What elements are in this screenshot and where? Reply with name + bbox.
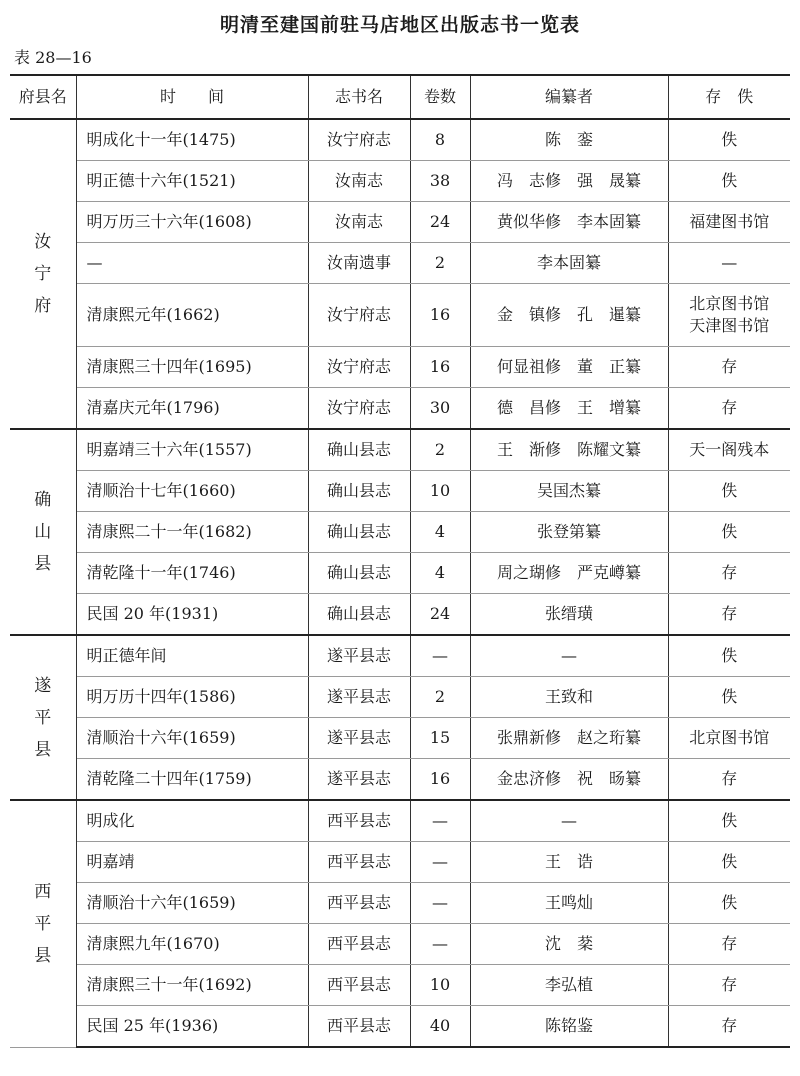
prefecture-char: 县 bbox=[34, 554, 52, 574]
prefecture-char: 县 bbox=[34, 945, 52, 966]
time-cell: 清康熙三十一年(1692) bbox=[76, 965, 308, 1006]
status-line: 存 bbox=[721, 769, 738, 788]
table-row bbox=[10, 388, 790, 430]
time-cell: 明成化 bbox=[76, 800, 308, 842]
table-row bbox=[10, 718, 790, 759]
volumes-cell: 2 bbox=[410, 243, 470, 284]
status-cell bbox=[668, 718, 790, 759]
time-cell: — bbox=[76, 243, 308, 284]
volumes-cell: 4 bbox=[410, 512, 470, 553]
book-name-cell: 汝宁府志 bbox=[308, 119, 410, 161]
gazetteer-table bbox=[10, 74, 790, 1048]
volumes-cell: — bbox=[410, 800, 470, 842]
header-volumes: 卷数 bbox=[410, 75, 470, 119]
book-name-cell: 遂平县志 bbox=[308, 718, 410, 759]
time-cell: 民国 20 年(1931) bbox=[76, 594, 308, 636]
editor-cell: 周之瑚修 严克嶟纂 bbox=[470, 553, 668, 594]
status-line: 存 bbox=[721, 604, 738, 623]
book-name-cell: 确山县志 bbox=[308, 594, 410, 636]
status-cell bbox=[668, 1006, 790, 1048]
header-time: 时 间 bbox=[76, 75, 308, 119]
status-line: 北京图书馆 bbox=[689, 294, 770, 313]
prefecture-char: 县 bbox=[34, 739, 52, 760]
table-body bbox=[10, 119, 790, 1047]
table-row bbox=[10, 635, 790, 677]
prefecture-char: 平 bbox=[34, 707, 52, 728]
table-row bbox=[10, 800, 790, 842]
prefecture-char: 汝 bbox=[34, 232, 52, 252]
volumes-cell: 16 bbox=[410, 284, 470, 347]
status-line: 存 bbox=[721, 975, 738, 994]
volumes-cell: 16 bbox=[410, 347, 470, 388]
status-cell bbox=[668, 388, 790, 430]
time-cell: 清顺治十七年(1660) bbox=[76, 471, 308, 512]
prefecture-char: 平 bbox=[34, 913, 52, 934]
book-name-cell: 确山县志 bbox=[308, 553, 410, 594]
editor-cell: 王致和 bbox=[470, 677, 668, 718]
prefecture-cell bbox=[10, 635, 76, 800]
book-name-cell: 汝宁府志 bbox=[308, 347, 410, 388]
editor-cell: 王 诰 bbox=[470, 842, 668, 883]
book-name-cell: 西平县志 bbox=[308, 800, 410, 842]
time-cell: 民国 25 年(1936) bbox=[76, 1006, 308, 1048]
table-row bbox=[10, 347, 790, 388]
table-row bbox=[10, 924, 790, 965]
time-cell: 明正德年间 bbox=[76, 635, 308, 677]
volumes-cell: — bbox=[410, 924, 470, 965]
status-line: 存 bbox=[721, 934, 738, 953]
editor-cell: 黄似华修 李本固纂 bbox=[470, 202, 668, 243]
book-name-cell: 西平县志 bbox=[308, 924, 410, 965]
book-name-cell: 汝南志 bbox=[308, 202, 410, 243]
table-row bbox=[10, 161, 790, 202]
header-row bbox=[10, 75, 790, 119]
editor-cell: — bbox=[470, 800, 668, 842]
status-cell bbox=[668, 677, 790, 718]
volumes-cell: 15 bbox=[410, 718, 470, 759]
time-cell: 明万历十四年(1586) bbox=[76, 677, 308, 718]
time-cell: 明成化十一年(1475) bbox=[76, 119, 308, 161]
table-row bbox=[10, 429, 790, 471]
status-cell bbox=[668, 594, 790, 636]
status-line: 佚 bbox=[721, 171, 738, 190]
status-line: 存 bbox=[721, 357, 738, 376]
prefecture-cell bbox=[10, 429, 76, 635]
book-name-cell: 确山县志 bbox=[308, 429, 410, 471]
status-line: 佚 bbox=[721, 852, 738, 871]
table-row bbox=[10, 553, 790, 594]
volumes-cell: 4 bbox=[410, 553, 470, 594]
status-cell bbox=[668, 759, 790, 801]
page-title: 明清至建国前驻马店地区出版志书一览表 bbox=[219, 14, 580, 36]
prefecture-char: 西 bbox=[34, 881, 52, 902]
book-name-cell: 确山县志 bbox=[308, 471, 410, 512]
time-cell: 明嘉靖 bbox=[76, 842, 308, 883]
status-cell bbox=[668, 471, 790, 512]
volumes-cell: 10 bbox=[410, 965, 470, 1006]
status-cell bbox=[668, 965, 790, 1006]
editor-cell: 金忠济修 祝 旸纂 bbox=[470, 759, 668, 801]
status-cell bbox=[668, 161, 790, 202]
table-row bbox=[10, 512, 790, 553]
header-status: 存 佚 bbox=[668, 75, 790, 119]
status-line: 佚 bbox=[721, 893, 738, 912]
volumes-cell: 24 bbox=[410, 594, 470, 636]
table-row bbox=[10, 965, 790, 1006]
prefecture-cell bbox=[10, 119, 76, 429]
table-row bbox=[10, 202, 790, 243]
status-line: 佚 bbox=[721, 687, 738, 706]
book-name-cell: 西平县志 bbox=[308, 842, 410, 883]
volumes-cell: — bbox=[410, 883, 470, 924]
volumes-cell: 40 bbox=[410, 1006, 470, 1048]
volumes-cell: 2 bbox=[410, 429, 470, 471]
time-cell: 清乾隆十一年(1746) bbox=[76, 553, 308, 594]
status-cell bbox=[668, 800, 790, 842]
volumes-cell: 8 bbox=[410, 119, 470, 161]
time-cell: 清乾隆二十四年(1759) bbox=[76, 759, 308, 801]
status-line: 佚 bbox=[721, 481, 738, 500]
time-cell: 清康熙三十四年(1695) bbox=[76, 347, 308, 388]
volumes-cell: 30 bbox=[410, 388, 470, 430]
time-cell: 清康熙元年(1662) bbox=[76, 284, 308, 347]
editor-cell: — bbox=[470, 635, 668, 677]
status-cell bbox=[668, 635, 790, 677]
editor-cell: 德 昌修 王 增纂 bbox=[470, 388, 668, 430]
status-cell bbox=[668, 202, 790, 243]
book-name-cell: 汝南志 bbox=[308, 161, 410, 202]
status-cell bbox=[668, 924, 790, 965]
time-cell: 清顺治十六年(1659) bbox=[76, 883, 308, 924]
status-line: 佚 bbox=[721, 646, 738, 665]
time-cell: 清顺治十六年(1659) bbox=[76, 718, 308, 759]
volumes-cell: 16 bbox=[410, 759, 470, 801]
table-row bbox=[10, 471, 790, 512]
volumes-cell: 10 bbox=[410, 471, 470, 512]
header-editor: 编纂者 bbox=[470, 75, 668, 119]
editor-cell: 张鼎新修 赵之珩纂 bbox=[470, 718, 668, 759]
prefecture-char: 山 bbox=[34, 522, 52, 542]
table-row bbox=[10, 119, 790, 161]
editor-cell: 陈 銮 bbox=[470, 119, 668, 161]
time-cell: 明万历三十六年(1608) bbox=[76, 202, 308, 243]
table-row bbox=[10, 677, 790, 718]
table-row bbox=[10, 1006, 790, 1048]
status-cell bbox=[668, 119, 790, 161]
editor-cell: 吴国杰纂 bbox=[470, 471, 668, 512]
book-name-cell: 汝宁府志 bbox=[308, 388, 410, 430]
prefecture-cell bbox=[10, 800, 76, 1047]
editor-cell: 王 渐修 陈耀文纂 bbox=[470, 429, 668, 471]
prefecture-char: 确 bbox=[34, 490, 52, 510]
editor-cell: 李本固纂 bbox=[470, 243, 668, 284]
status-line: 福建图书馆 bbox=[689, 212, 770, 231]
book-name-cell: 汝南遗事 bbox=[308, 243, 410, 284]
status-line: 佚 bbox=[721, 811, 738, 830]
book-name-cell: 确山县志 bbox=[308, 512, 410, 553]
editor-cell: 冯 志修 强 晟纂 bbox=[470, 161, 668, 202]
volumes-cell: 24 bbox=[410, 202, 470, 243]
status-cell bbox=[668, 347, 790, 388]
time-cell: 清嘉庆元年(1796) bbox=[76, 388, 308, 430]
status-cell bbox=[668, 842, 790, 883]
status-line: 佚 bbox=[721, 130, 738, 149]
status-cell bbox=[668, 512, 790, 553]
table-row bbox=[10, 594, 790, 636]
editor-cell: 李弘植 bbox=[470, 965, 668, 1006]
editor-cell: 何显祖修 董 正纂 bbox=[470, 347, 668, 388]
status-line: 天津图书馆 bbox=[689, 316, 770, 335]
status-cell bbox=[668, 883, 790, 924]
status-line: 天一阁残本 bbox=[689, 440, 770, 459]
table-row bbox=[10, 842, 790, 883]
prefecture-char: 宁 bbox=[34, 264, 52, 284]
status-line: 北京图书馆 bbox=[689, 728, 770, 747]
status-line: 存 bbox=[721, 1016, 738, 1035]
book-name-cell: 遂平县志 bbox=[308, 677, 410, 718]
status-cell bbox=[668, 553, 790, 594]
table-row bbox=[10, 883, 790, 924]
book-name-cell: 西平县志 bbox=[308, 965, 410, 1006]
status-line: 存 bbox=[721, 398, 738, 417]
table-number: 表 28—16 bbox=[14, 48, 92, 67]
status-cell bbox=[668, 243, 790, 284]
time-cell: 清康熙二十一年(1682) bbox=[76, 512, 308, 553]
table-row bbox=[10, 759, 790, 801]
prefecture-char: 府 bbox=[34, 296, 52, 316]
volumes-cell: — bbox=[410, 635, 470, 677]
book-name-cell: 西平县志 bbox=[308, 1006, 410, 1048]
table-row bbox=[10, 284, 790, 347]
book-name-cell: 遂平县志 bbox=[308, 635, 410, 677]
editor-cell: 王鸣灿 bbox=[470, 883, 668, 924]
header-prefecture: 府县名 bbox=[10, 75, 76, 119]
time-cell: 明正德十六年(1521) bbox=[76, 161, 308, 202]
editor-cell: 张登第纂 bbox=[470, 512, 668, 553]
prefecture-char: 遂 bbox=[34, 675, 52, 696]
volumes-cell: 38 bbox=[410, 161, 470, 202]
volumes-cell: 2 bbox=[410, 677, 470, 718]
editor-cell: 张缙璜 bbox=[470, 594, 668, 636]
editor-cell: 沈 棻 bbox=[470, 924, 668, 965]
editor-cell: 陈铭鉴 bbox=[470, 1006, 668, 1048]
table-row bbox=[10, 243, 790, 284]
status-line: — bbox=[721, 253, 738, 272]
book-name-cell: 西平县志 bbox=[308, 883, 410, 924]
volumes-cell: — bbox=[410, 842, 470, 883]
status-cell bbox=[668, 284, 790, 347]
header-book-name: 志书名 bbox=[308, 75, 410, 119]
status-cell bbox=[668, 429, 790, 471]
status-line: 佚 bbox=[721, 522, 738, 541]
editor-cell: 金 镇修 孔 暹纂 bbox=[470, 284, 668, 347]
book-name-cell: 汝宁府志 bbox=[308, 284, 410, 347]
time-cell: 清康熙九年(1670) bbox=[76, 924, 308, 965]
status-line: 存 bbox=[721, 563, 738, 582]
time-cell: 明嘉靖三十六年(1557) bbox=[76, 429, 308, 471]
book-name-cell: 遂平县志 bbox=[308, 759, 410, 801]
